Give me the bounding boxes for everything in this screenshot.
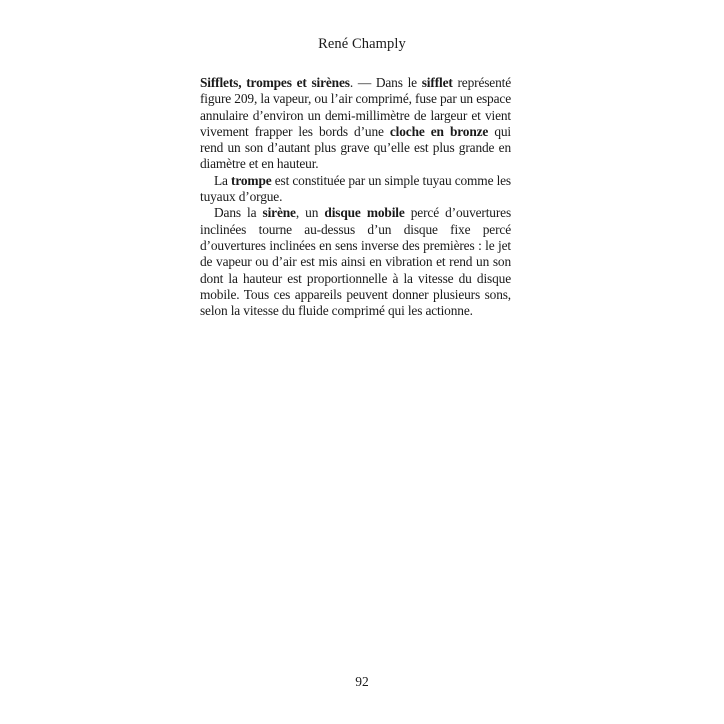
text-run: Dans la [214, 205, 263, 221]
text-run: La [214, 172, 232, 188]
text-run: est constituée par un simple tuyau comme les tuyaux d’orgue. [200, 172, 511, 205]
page-number: 92 [355, 674, 369, 689]
body-text [200, 75, 511, 319]
text-run: , un [295, 205, 325, 221]
text-run: percé d’ouvertures inclinées tourne au-dessus d’un disque fixe percé d’ouvertures inclinées en sens inverse des premières : le jet de vapeur ou d’air est mis ainsi en vibration et rend un son dont la hauteur est proportionnelle à la vitesse du disque mobile. Tous ces appareils peuvent donner plusieurs sons, selon la vitesse du fluide comprimé qui les actionne. [200, 205, 512, 319]
text-run: représenté figure 209, la vapeur, ou l’air comprimé, fuse par un espace annulaire d’environ un demi-millimètre de largeur et vient vivement frapper les bords d’une [200, 75, 511, 139]
term-trompe: trompe [231, 172, 272, 188]
term-disque-mobile: disque mobile [324, 205, 405, 221]
paragraph-sifflets [200, 75, 511, 173]
section-heading: Sifflets, trompes et sirènes [200, 75, 350, 90]
term-cloche-en-bronze: cloche en bronze [389, 123, 489, 139]
running-header-author: René Champly [318, 36, 406, 52]
paragraph-trompe [200, 173, 511, 206]
paragraph-sirene [200, 205, 511, 319]
term-sifflet: sifflet [421, 75, 453, 90]
text-run: qui rend un son d’autant plus grave qu’elle est plus grande en diamètre et en hauteur. [200, 123, 511, 172]
term-sirene: sirène [262, 205, 296, 221]
text-run: . — Dans le [349, 75, 422, 90]
